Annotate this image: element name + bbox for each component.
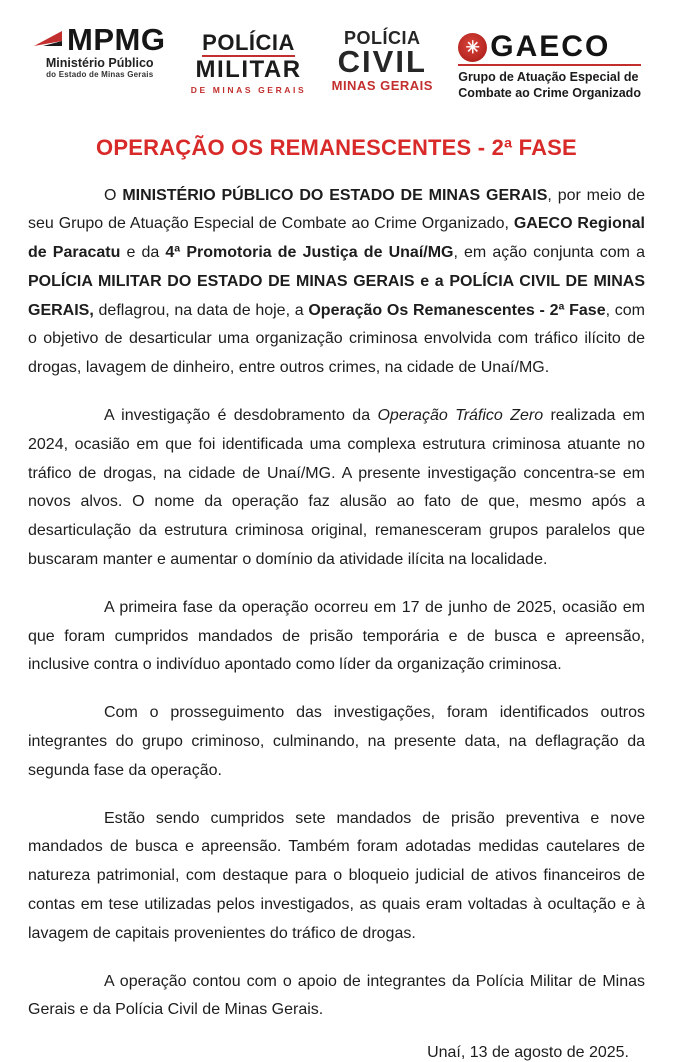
mpmg-subtitle-2: do Estado de Minas Gerais bbox=[46, 70, 154, 79]
text-segment: deflagrou, na data de hoje, a bbox=[93, 301, 309, 319]
page-title: OPERAÇÃO OS REMANESCENTES - 2ª FASE bbox=[96, 134, 577, 160]
paragraph bbox=[28, 182, 645, 384]
text-segment: e da bbox=[120, 244, 166, 262]
text-segment: 4ª Promotoria de Justiça de Unaí/MG bbox=[165, 244, 454, 262]
document-body bbox=[28, 182, 645, 1026]
dateline: Unaí, 13 de agosto de 2025. bbox=[427, 1044, 629, 1062]
text-segment: MINISTÉRIO PÚBLICO DO ESTADO DE MINAS GERAIS bbox=[122, 186, 548, 204]
paragraph bbox=[28, 968, 645, 1026]
policia-militar-line1: POLÍCIA bbox=[202, 31, 295, 57]
text-segment: A operação contou com o apoio de integrantes da Polícia Militar de Minas Gerais e da Polícia Civil de Minas Gerais. bbox=[28, 972, 645, 1019]
text-segment: A primeira fase da operação ocorreu em 17 de junho de 2025, ocasião em que foram cumpridos mandados de prisão temporária e de busca e apreensão, inclusive contra o indivíduo apontado como líder da organização criminosa. bbox=[28, 598, 645, 674]
gaeco-divider bbox=[458, 64, 641, 66]
mpmg-subtitle: Ministério Público bbox=[45, 56, 154, 70]
gaeco-acronym: GAECO bbox=[490, 30, 611, 63]
gaeco-emblem-icon: ✳ bbox=[458, 33, 487, 62]
policia-civil-line2: CIVIL bbox=[337, 44, 427, 79]
policia-militar-logo bbox=[191, 24, 307, 95]
policia-civil-line1: POLÍCIA bbox=[344, 28, 421, 48]
mpmg-acronym: MPMG bbox=[67, 22, 166, 57]
text-segment: A investigação é desdobramento da bbox=[104, 407, 378, 425]
paragraph bbox=[28, 402, 645, 575]
paragraph bbox=[28, 699, 645, 785]
text-segment: , em ação conjunta com a bbox=[453, 244, 646, 262]
text-segment: , por meio de seu Grupo de Atuação Especial de Combate ao Crime Organizado, bbox=[28, 186, 646, 233]
gaeco-wordmark bbox=[458, 32, 641, 62]
policia-militar-line3: DE MINAS GERAIS bbox=[190, 85, 307, 96]
text-segment: GAECO Regional de Paracatu bbox=[28, 215, 645, 262]
text-segment: O bbox=[104, 186, 123, 204]
mpmg-arrow-icon bbox=[34, 30, 64, 50]
text-segment: , com o objetivo de desarticular uma organização criminosa envolvida com tráfico ilícito de drogas, lavagem de dinheiro, entre outros crimes, na cidade de Unaí/MG. bbox=[28, 301, 646, 377]
policia-civil-logo bbox=[332, 24, 433, 93]
gaeco-subtitle-1: Grupo de Atuação Especial de bbox=[458, 70, 639, 84]
mpmg-wordmark bbox=[34, 24, 165, 55]
gaeco-subtitle-2: Combate ao Crime Organizado bbox=[458, 86, 641, 101]
text-segment: Com o prosseguimento das investigações, foram identificados outros integrantes do grupo criminoso, culminando, na presente data, na deflagração da segunda fase da operação. bbox=[28, 704, 645, 779]
policia-militar-line2: MILITAR bbox=[195, 56, 302, 84]
mpmg-logo bbox=[34, 24, 165, 79]
text-segment: Operação Tráfico Zero bbox=[377, 407, 544, 425]
paragraph bbox=[28, 594, 645, 680]
text-segment: realizada em 2024, ocasião em que foi identificada uma complexa estrutura criminosa atuante no tráfico de drogas, na cidade de Unaí/MG. A presente investigação concentra-se em novos alvos. O nome da operação faz alusão ao fato de que, mesmo após a desarticulação da estrutura criminosa original, remanesceram grupos paralelos que buscaram manter e aumentar o domínio da atividade ilícita na localidade. bbox=[28, 407, 646, 569]
policia-civil-line3: MINAS GERAIS bbox=[331, 78, 433, 94]
text-segment: Estão sendo cumpridos sete mandados de prisão preventiva e nove mandados de busca e apreensão. Também foram adotadas medidas cautelares de natureza patrimonial, com destaque para o bloqueio judicial de ativos financeiros de contas em tese utilizadas pelos investigados, as quais eram voltadas à ocultação e à lavagem de capitais provenientes do tráfico de drogas. bbox=[28, 809, 645, 942]
text-segment: Operação Os Remanescentes - 2ª Fase bbox=[308, 301, 606, 319]
paragraph bbox=[28, 805, 645, 949]
gaeco-logo bbox=[458, 24, 641, 102]
text-segment: POLÍCIA MILITAR DO ESTADO DE MINAS GERAIS e a POLÍCIA CIVIL DE MINAS GERAIS, bbox=[28, 272, 645, 319]
header-logos bbox=[28, 22, 645, 102]
